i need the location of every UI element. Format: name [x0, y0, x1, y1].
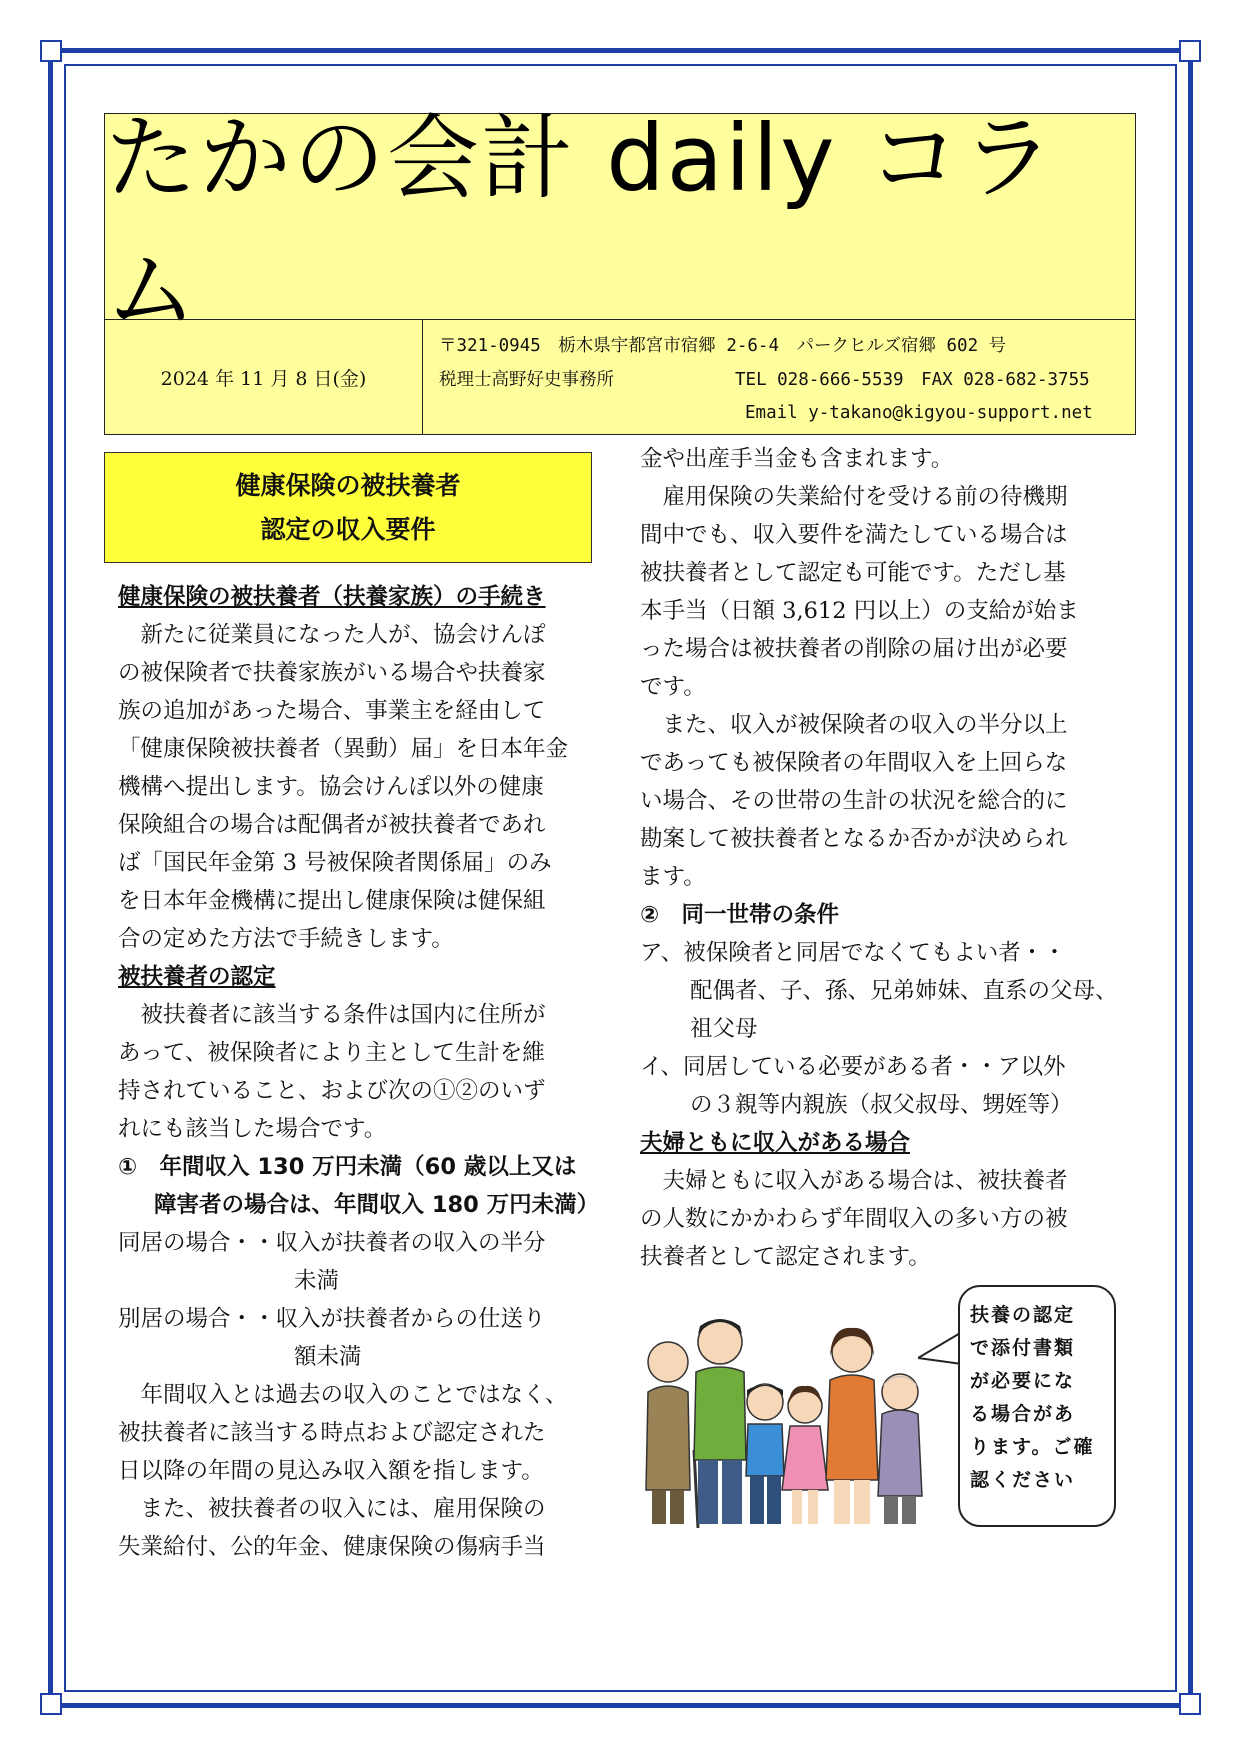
text-line: ば「国民年金第 3 号被保険者関係届」のみ: [118, 850, 552, 876]
article-headline: [104, 452, 592, 563]
paragraph: [118, 1490, 613, 1566]
text-line: です。: [640, 674, 706, 700]
text-line: 失業給付、公的年金、健康保険の傷病手当: [118, 1534, 546, 1560]
paragraph: [640, 706, 1135, 896]
masthead-title: たかの会計 daily コラム: [105, 104, 1056, 344]
list-item-cont: 祖父母: [690, 1016, 758, 1042]
text-line: の被保険者で扶養家族がいる場合や扶養家: [118, 660, 546, 686]
corner-ornament: [40, 40, 62, 62]
bubble-tail: [918, 1330, 962, 1370]
text-line: 本手当（日額 3,612 円以上）の支給が始ま: [640, 598, 1079, 624]
bubble-line: で添付書類: [970, 1337, 1076, 1359]
text-line: を日本年金機構に提出し健康保険は健保組: [118, 888, 546, 914]
cohabiting-rule: [118, 1224, 613, 1262]
paragraph: [118, 996, 613, 1148]
condition-1: ① 年間収入 130 万円未満（60 歳以上又は: [118, 1154, 577, 1180]
masthead-info-row: [105, 319, 1135, 434]
text-line: ます。: [640, 864, 706, 890]
text-line: 日以降の年間の見込み収入額を指します。: [118, 1458, 544, 1484]
office-address: 〒321-0945 栃木県宇都宮市宿郷 2-6-4 パークヒルズ宿郷 602 号: [439, 336, 1007, 356]
text-line: 機構へ提出します。協会けんぽ以外の健康: [118, 774, 544, 800]
text-line: 被扶養者に該当する時点および認定された: [118, 1420, 546, 1446]
text-line: 合の定めた方法で手続きします。: [118, 926, 454, 952]
boy-figure: [746, 1384, 784, 1524]
corner-ornament: [1179, 40, 1201, 62]
paragraph: [118, 616, 613, 958]
rule-text-cont: 未満: [294, 1268, 340, 1294]
text-line: れにも該当した場合です。: [118, 1116, 387, 1142]
headline-line: 認定の収入要件: [260, 514, 436, 544]
rule-text-cont: 額未満: [294, 1344, 362, 1370]
bubble-line: る場合があ: [970, 1403, 1076, 1425]
list-item: イ、同居している必要がある者・・ア以外: [640, 1054, 1066, 1080]
text-line: 被扶養者に該当する条件は国内に住所が: [140, 1002, 546, 1028]
corner-ornament: [1179, 1693, 1201, 1715]
rule-label: 同居の場合・・: [118, 1230, 276, 1256]
text-line: また、収入が被保険者の収入の半分以上: [662, 712, 1068, 738]
text-line: であっても被保険者の年間収入を上回らな: [640, 750, 1068, 776]
text-line: 年間収入とは過去の収入のことではなく、: [140, 1382, 568, 1408]
family-illustration: [640, 1300, 930, 1530]
girl-figure: [782, 1386, 828, 1524]
text-line: い場合、その世帯の生計の状況を総合的に: [640, 788, 1068, 814]
condition-2: ② 同一世帯の条件: [640, 902, 840, 928]
grandmother-figure: [878, 1374, 922, 1524]
grandfather-figure: [646, 1342, 698, 1528]
text-line: あって、被保険者により主として生計を維: [118, 1040, 545, 1066]
list-item-cont: の３親等内親族（叔父叔母、甥姪等）: [690, 1092, 1073, 1118]
section-heading: 健康保険の被扶養者（扶養家族）の手続き: [118, 584, 546, 610]
paragraph: [640, 1162, 1135, 1276]
text-line: 夫婦ともに収入がある場合は、被扶養者: [662, 1168, 1068, 1194]
list-item: ア、被保険者と同居でなくてもよい者・・: [640, 940, 1066, 966]
paragraph: [640, 478, 1135, 706]
text-line: 族の追加があった場合、事業主を経由して: [118, 698, 546, 724]
text-line: った場合は被扶養者の削除の届け出が必要: [640, 636, 1068, 662]
section-heading: 被扶養者の認定: [118, 964, 276, 990]
text-line: 金や出産手当金も含まれます。: [640, 446, 954, 472]
headline-line: 健康保険の被扶養者: [235, 470, 461, 500]
text-line: 新たに従業員になった人が、協会けんぽ: [140, 622, 546, 648]
bubble-line: ります。ご確: [970, 1436, 1095, 1458]
text-line: の人数にかかわらず年間収入の多い方の被: [640, 1206, 1068, 1232]
text-line: 扶養者として認定されます。: [640, 1244, 931, 1270]
bubble-line: 認ください: [970, 1469, 1076, 1491]
office-email: Email y-takano@kigyou-support.net: [745, 403, 1093, 423]
rule-label: 別居の場合・・: [118, 1306, 276, 1332]
office-phone: TEL 028-666-5539 FAX 028-682-3755: [735, 370, 1090, 390]
left-column: [118, 578, 613, 1566]
text-line: 「健康保険被扶養者（異動）届」を日本年金: [118, 736, 569, 762]
section-heading: 夫婦ともに収入がある場合: [640, 1130, 911, 1156]
text-line: また、被扶養者の収入には、雇用保険の: [140, 1496, 546, 1522]
text-line: 被扶養者として認定も可能です。ただし基: [640, 560, 1066, 586]
father-figure: [694, 1319, 746, 1524]
text-line: 勘案して被扶養者となるか否かが決められ: [640, 826, 1068, 852]
office-name: 税理士高野好史事務所: [439, 370, 614, 390]
issue-date: 2024 年 11 月 8 日(金): [105, 320, 423, 434]
bubble-line: が必要にな: [970, 1370, 1076, 1392]
list-item-cont: 配偶者、子、孫、兄弟姉妹、直系の父母、: [690, 978, 1118, 1004]
text-line: 持されていること、および次の①②のいず: [118, 1078, 546, 1104]
text-line: 雇用保険の失業給付を受ける前の待機期: [662, 484, 1068, 510]
paragraph: [118, 1376, 613, 1490]
text-line: 保険組合の場合は配偶者が被扶養者であれ: [118, 812, 546, 838]
masthead: [104, 104, 1136, 435]
rule-text: 収入が扶養者の収入の半分: [275, 1230, 546, 1256]
mother-figure: [826, 1328, 878, 1524]
condition-1-cont: 障害者の場合は、年間収入 180 万円未満）: [154, 1192, 600, 1218]
text-line: 間中でも、収入要件を満たしている場合は: [640, 522, 1068, 548]
rule-text: 収入が扶養者からの仕送り: [275, 1306, 546, 1332]
separate-rule: [118, 1300, 613, 1338]
office-contact: [433, 320, 1135, 434]
right-column: [640, 440, 1135, 1276]
corner-ornament: [40, 1693, 62, 1715]
bubble-line: 扶養の認定: [970, 1304, 1076, 1326]
speech-bubble: [958, 1285, 1116, 1527]
